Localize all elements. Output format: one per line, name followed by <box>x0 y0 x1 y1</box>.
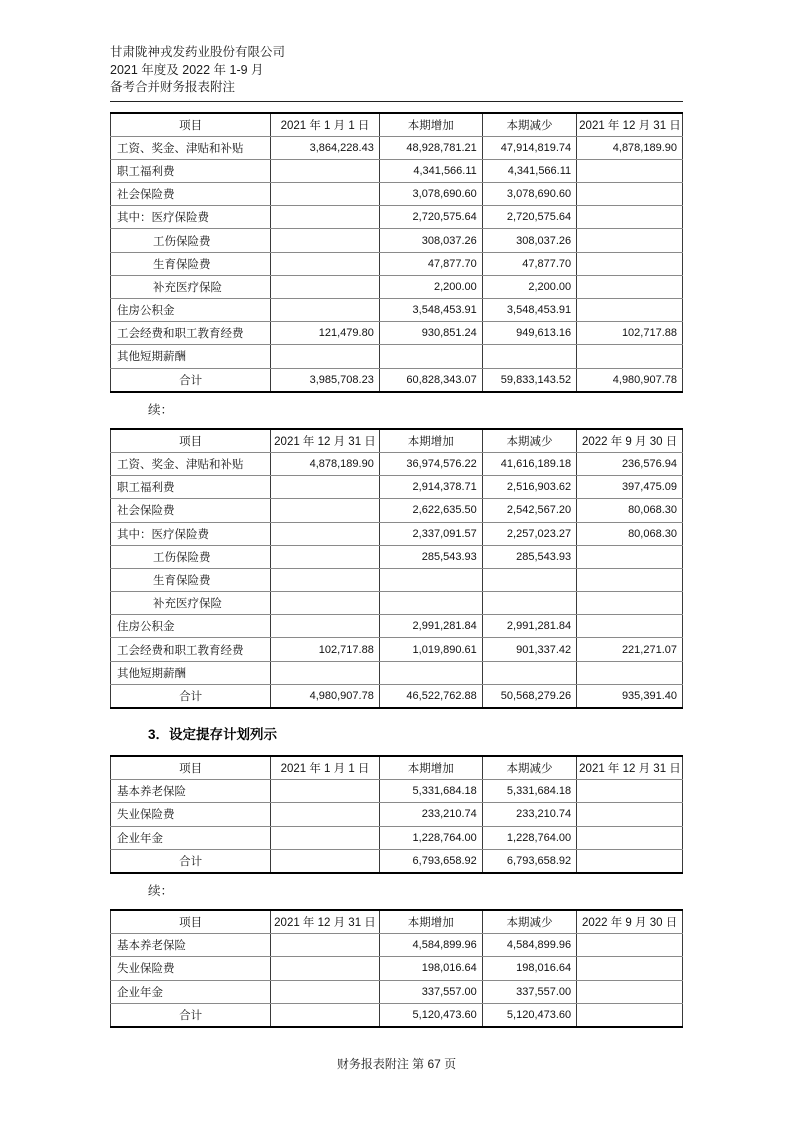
row-label: 职工福利费 <box>111 159 271 182</box>
cell-value <box>271 476 380 499</box>
table-row <box>111 299 683 322</box>
cell-value: 47,877.70 <box>379 252 482 275</box>
continuation-label: 续： <box>148 402 174 417</box>
row-label: 其他短期薪酬 <box>111 345 271 368</box>
cell-value: 46,522,762.88 <box>379 684 482 708</box>
row-label: 企业年金 <box>111 980 271 1003</box>
row-label: 合计 <box>111 368 271 392</box>
cell-value: 48,928,781.21 <box>379 136 482 159</box>
cell-value <box>271 661 380 684</box>
column-header: 本期减少 <box>482 910 576 934</box>
table-row <box>111 252 683 275</box>
continuation-label: 续： <box>148 883 174 898</box>
cell-value <box>379 345 482 368</box>
row-label: 补充医疗保险 <box>111 275 271 298</box>
table-row <box>111 980 683 1003</box>
column-header: 本期减少 <box>482 113 576 137</box>
row-label: 工会经费和职工教育经费 <box>111 638 271 661</box>
column-header: 本期减少 <box>482 429 576 453</box>
cell-value: 221,271.07 <box>577 638 683 661</box>
document-title: 备考合并财务报表附注 <box>110 80 236 94</box>
row-label: 生育保险费 <box>111 252 271 275</box>
cell-value: 2,542,567.20 <box>482 499 576 522</box>
cell-value <box>271 229 380 252</box>
cell-value: 4,584,899.96 <box>379 934 482 957</box>
cell-value: 2,914,378.71 <box>379 476 482 499</box>
cell-value: 3,864,228.43 <box>271 136 380 159</box>
table-row <box>111 206 683 229</box>
column-header: 2021 年 12 月 31 日 <box>271 429 380 453</box>
column-header: 2022 年 9 月 30 日 <box>577 429 683 453</box>
cell-value: 337,557.00 <box>482 980 576 1003</box>
cell-value: 198,016.64 <box>379 957 482 980</box>
row-label: 其他短期薪酬 <box>111 661 271 684</box>
report-period: 2021 年度及 2022 年 1-9 月 <box>110 62 264 77</box>
table-header-row <box>111 113 683 137</box>
cell-value: 949,613.16 <box>482 322 576 345</box>
cell-value <box>271 345 380 368</box>
table-row <box>111 957 683 980</box>
cell-value <box>577 159 683 182</box>
cell-value: 3,548,453.91 <box>482 299 576 322</box>
cell-value <box>577 345 683 368</box>
cell-value: 198,016.64 <box>482 957 576 980</box>
column-header: 2021 年 1 月 1 日 <box>271 756 380 780</box>
table-header-row <box>111 429 683 453</box>
cell-value: 337,557.00 <box>379 980 482 1003</box>
row-label: 社会保险费 <box>111 499 271 522</box>
cell-value: 41,616,189.18 <box>482 452 576 475</box>
column-header: 项目 <box>111 756 271 780</box>
cell-value: 236,576.94 <box>577 452 683 475</box>
table-row <box>111 159 683 182</box>
cell-value <box>271 275 380 298</box>
cell-value <box>577 780 683 803</box>
cell-value: 4,878,189.90 <box>271 452 380 475</box>
row-label: 社会保险费 <box>111 183 271 206</box>
table-row <box>111 803 683 826</box>
cell-value: 2,991,281.84 <box>482 615 576 638</box>
column-header: 2021 年 12 月 31 日 <box>271 910 380 934</box>
cell-value: 47,877.70 <box>482 252 576 275</box>
cell-value <box>271 568 380 591</box>
cell-value <box>482 568 576 591</box>
table-row <box>111 499 683 522</box>
cell-value <box>271 849 380 873</box>
cell-value: 4,878,189.90 <box>577 136 683 159</box>
table-row <box>111 934 683 957</box>
cell-value: 2,720,575.64 <box>379 206 482 229</box>
cell-value: 397,475.09 <box>577 476 683 499</box>
cell-value <box>577 299 683 322</box>
column-header: 本期增加 <box>379 910 482 934</box>
table-row <box>111 476 683 499</box>
column-header: 2022 年 9 月 30 日 <box>577 910 683 934</box>
table-row <box>111 522 683 545</box>
cell-value: 1,019,890.61 <box>379 638 482 661</box>
column-header: 项目 <box>111 429 271 453</box>
cell-value: 50,568,279.26 <box>482 684 576 708</box>
cell-value: 285,543.93 <box>482 545 576 568</box>
cell-value: 5,331,684.18 <box>379 780 482 803</box>
cell-value <box>271 159 380 182</box>
cell-value <box>379 592 482 615</box>
table-row <box>111 229 683 252</box>
cell-value <box>271 252 380 275</box>
cell-value: 308,037.26 <box>379 229 482 252</box>
cell-value: 5,120,473.60 <box>482 1003 576 1027</box>
column-header: 2021 年 1 月 1 日 <box>271 113 380 137</box>
table-row <box>111 615 683 638</box>
cell-value <box>577 206 683 229</box>
cell-value: 121,479.80 <box>271 322 380 345</box>
cell-value <box>271 183 380 206</box>
cell-value <box>577 568 683 591</box>
row-label: 其中：医疗保险费 <box>111 522 271 545</box>
cell-value <box>577 826 683 849</box>
cell-value: 901,337.42 <box>482 638 576 661</box>
total-row <box>111 684 683 708</box>
row-label: 企业年金 <box>111 826 271 849</box>
section-heading: 3．设定提存计划列示 <box>148 727 278 742</box>
cell-value: 3,548,453.91 <box>379 299 482 322</box>
cell-value: 2,516,903.62 <box>482 476 576 499</box>
cell-value <box>577 275 683 298</box>
cell-value: 1,228,764.00 <box>482 826 576 849</box>
cell-value: 2,337,091.57 <box>379 522 482 545</box>
row-label: 工资、奖金、津贴和补贴 <box>111 452 271 475</box>
table-row <box>111 780 683 803</box>
cell-value <box>271 826 380 849</box>
table-header-row <box>111 756 683 780</box>
cell-value: 4,341,566.11 <box>482 159 576 182</box>
cell-value: 233,210.74 <box>482 803 576 826</box>
row-label: 基本养老保险 <box>111 780 271 803</box>
defined-contribution-plan-continued-table <box>110 909 683 1028</box>
cell-value: 285,543.93 <box>379 545 482 568</box>
cell-value: 80,068.30 <box>577 522 683 545</box>
row-label: 工会经费和职工教育经费 <box>111 322 271 345</box>
row-label: 住房公积金 <box>111 299 271 322</box>
table-row <box>111 638 683 661</box>
page-content <box>110 0 683 1072</box>
table-header-row <box>111 910 683 934</box>
cell-value <box>577 229 683 252</box>
page-footer: 财务报表附注 第 67 页 <box>336 1056 457 1071</box>
cell-value <box>577 183 683 206</box>
cell-value <box>577 592 683 615</box>
column-header: 项目 <box>111 113 271 137</box>
table-row <box>111 322 683 345</box>
row-label: 合计 <box>111 1003 271 1027</box>
row-label: 住房公积金 <box>111 615 271 638</box>
cell-value: 102,717.88 <box>271 638 380 661</box>
column-header: 本期减少 <box>482 756 576 780</box>
column-header: 项目 <box>111 910 271 934</box>
column-header: 本期增加 <box>379 756 482 780</box>
table-row <box>111 345 683 368</box>
cell-value <box>577 980 683 1003</box>
cell-value <box>271 957 380 980</box>
cell-value: 4,980,907.78 <box>271 684 380 708</box>
row-label: 失业保险费 <box>111 803 271 826</box>
cell-value <box>271 615 380 638</box>
cell-value: 102,717.88 <box>577 322 683 345</box>
column-header: 2021 年 12 月 31 日 <box>577 756 683 780</box>
cell-value <box>271 299 380 322</box>
table-row <box>111 136 683 159</box>
cell-value: 36,974,576.22 <box>379 452 482 475</box>
cell-value <box>482 592 576 615</box>
cell-value: 2,200.00 <box>482 275 576 298</box>
row-label: 补充医疗保险 <box>111 592 271 615</box>
row-label: 合计 <box>111 849 271 873</box>
cell-value <box>271 545 380 568</box>
row-label: 生育保险费 <box>111 568 271 591</box>
cell-value: 1,228,764.00 <box>379 826 482 849</box>
row-label: 其中：医疗保险费 <box>111 206 271 229</box>
cell-value <box>577 661 683 684</box>
cell-value <box>577 934 683 957</box>
total-row <box>111 849 683 873</box>
cell-value: 2,622,635.50 <box>379 499 482 522</box>
cell-value <box>271 780 380 803</box>
cell-value: 2,257,023.27 <box>482 522 576 545</box>
table-row <box>111 452 683 475</box>
cell-value <box>271 1003 380 1027</box>
row-label: 合计 <box>111 684 271 708</box>
cell-value <box>577 615 683 638</box>
cell-value: 59,833,143.52 <box>482 368 576 392</box>
cell-value: 935,391.40 <box>577 684 683 708</box>
row-label: 基本养老保险 <box>111 934 271 957</box>
cell-value: 5,331,684.18 <box>482 780 576 803</box>
column-header: 本期增加 <box>379 113 482 137</box>
cell-value <box>271 522 380 545</box>
column-header: 本期增加 <box>379 429 482 453</box>
cell-value: 4,584,899.96 <box>482 934 576 957</box>
cell-value: 4,341,566.11 <box>379 159 482 182</box>
short-term-compensation-continued-table <box>110 428 683 709</box>
cell-value <box>379 661 482 684</box>
row-label: 职工福利费 <box>111 476 271 499</box>
row-label: 失业保险费 <box>111 957 271 980</box>
cell-value <box>577 252 683 275</box>
cell-value <box>271 206 380 229</box>
cell-value: 6,793,658.92 <box>482 849 576 873</box>
table-row <box>111 592 683 615</box>
cell-value: 308,037.26 <box>482 229 576 252</box>
row-label: 工伤保险费 <box>111 229 271 252</box>
cell-value <box>577 849 683 873</box>
defined-contribution-plan-table <box>110 755 683 874</box>
company-name: 甘肃陇神戎发药业股份有限公司 <box>110 45 286 59</box>
cell-value: 60,828,343.07 <box>379 368 482 392</box>
cell-value: 930,851.24 <box>379 322 482 345</box>
cell-value <box>577 545 683 568</box>
cell-value: 2,991,281.84 <box>379 615 482 638</box>
document-header <box>110 44 683 102</box>
cell-value <box>271 980 380 1003</box>
cell-value <box>271 499 380 522</box>
cell-value <box>577 957 683 980</box>
cell-value: 3,078,690.60 <box>379 183 482 206</box>
cell-value: 233,210.74 <box>379 803 482 826</box>
cell-value: 3,078,690.60 <box>482 183 576 206</box>
table-row <box>111 545 683 568</box>
total-row <box>111 1003 683 1027</box>
cell-value: 6,793,658.92 <box>379 849 482 873</box>
short-term-compensation-table <box>110 112 683 393</box>
row-label: 工伤保险费 <box>111 545 271 568</box>
cell-value <box>482 661 576 684</box>
table-row <box>111 826 683 849</box>
cell-value: 2,720,575.64 <box>482 206 576 229</box>
cell-value: 3,985,708.23 <box>271 368 380 392</box>
cell-value: 4,980,907.78 <box>577 368 683 392</box>
cell-value <box>577 1003 683 1027</box>
cell-value <box>271 592 380 615</box>
cell-value <box>271 803 380 826</box>
cell-value <box>271 934 380 957</box>
cell-value <box>482 345 576 368</box>
row-label: 工资、奖金、津贴和补贴 <box>111 136 271 159</box>
column-header: 2021 年 12 月 31 日 <box>577 113 683 137</box>
table-row <box>111 183 683 206</box>
cell-value <box>379 568 482 591</box>
cell-value: 5,120,473.60 <box>379 1003 482 1027</box>
table-row <box>111 275 683 298</box>
cell-value <box>577 803 683 826</box>
total-row <box>111 368 683 392</box>
table-row <box>111 568 683 591</box>
table-row <box>111 661 683 684</box>
cell-value: 80,068.30 <box>577 499 683 522</box>
cell-value: 47,914,819.74 <box>482 136 576 159</box>
cell-value: 2,200.00 <box>379 275 482 298</box>
